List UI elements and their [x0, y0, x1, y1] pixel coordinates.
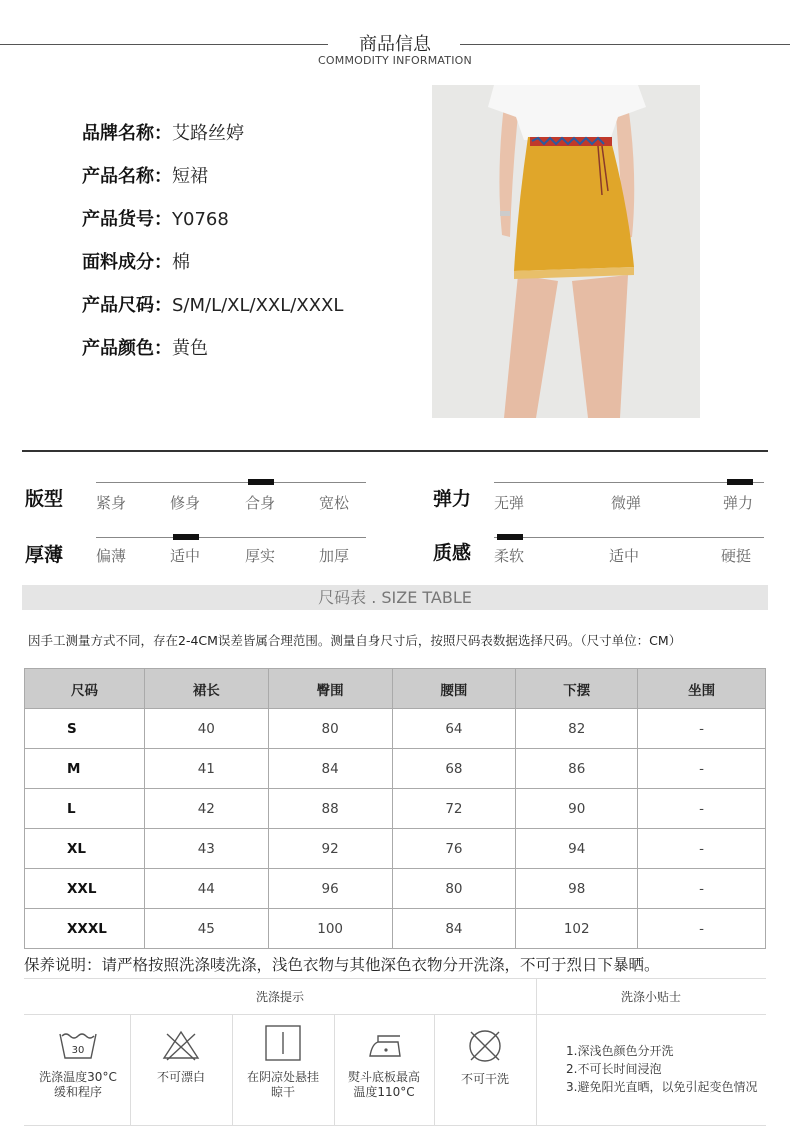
wash-header-right: 洗涤小贴士 [620, 990, 681, 1004]
scale-line-elasticity [494, 482, 764, 483]
scale-marker-fit [248, 479, 274, 485]
hang-dry-icon [263, 1024, 303, 1062]
section-header [0, 26, 790, 70]
info-value: 艾路丝婷 [172, 123, 244, 144]
wash-rule-top [24, 978, 766, 979]
wash-item [233, 1016, 333, 1126]
table-cell: XXXL [25, 909, 145, 949]
wash-label: 晾干 [270, 1085, 295, 1099]
attr-label-texture: 质感 [433, 542, 472, 564]
table-cell: 98 [516, 869, 638, 909]
no-dry-clean-icon [465, 1028, 505, 1064]
scale-option: 微弹 [611, 494, 642, 512]
scale-marker-elasticity [727, 479, 753, 485]
wash-label: 缓和程序 [53, 1085, 102, 1099]
scale-option: 适中 [170, 547, 201, 565]
info-row-sizes [82, 292, 412, 335]
table-cell: 84 [392, 909, 516, 949]
table-cell: 43 [144, 829, 268, 869]
size-note: 因手工测量方式不同，存在2-4CM误差皆属合理范围。测量自身尺寸后，按照尺码表数据选择尺码。（尺寸单位：CM） [28, 633, 682, 648]
table-row [25, 869, 766, 909]
table-cell: - [638, 749, 766, 789]
wash-rule-mid [24, 1014, 766, 1015]
wash-item [28, 1016, 128, 1126]
scale-option: 柔软 [494, 547, 525, 565]
iron-icon [364, 1028, 404, 1062]
scale-option: 适中 [609, 547, 640, 565]
size-table-band: 尺码表 . SIZE TABLE [22, 585, 768, 610]
wash-label: 洗涤温度30°C [39, 1070, 117, 1084]
table-cell: 90 [516, 789, 638, 829]
wash-tip: 3.避免阳光直晒，以免引起变色情况 [566, 1080, 758, 1094]
info-row-color [82, 335, 412, 378]
attr-label-elasticity: 弹力 [433, 488, 472, 510]
table-row [25, 789, 766, 829]
no-bleach-icon [161, 1028, 201, 1062]
info-key: 产品颜色： [82, 338, 172, 359]
table-row [25, 829, 766, 869]
scale-option: 无弹 [494, 494, 525, 512]
scale-option: 厚实 [245, 547, 276, 565]
info-value: 棉 [172, 252, 190, 273]
table-cell: 86 [516, 749, 638, 789]
wash-item [131, 1016, 231, 1126]
wash-label: 温度110°C [353, 1085, 415, 1099]
wash-tip: 2.不可长时间浸泡 [566, 1062, 662, 1076]
info-key: 品牌名称： [82, 123, 172, 144]
table-cell: 64 [392, 709, 516, 749]
scale-line-thickness [96, 537, 366, 538]
info-key: 产品货号： [82, 209, 172, 230]
table-row [25, 909, 766, 949]
wash-item [435, 1016, 535, 1126]
attr-label-fit: 版型 [25, 488, 64, 510]
wash-header-left: 洗涤提示 [255, 990, 304, 1004]
table-cell: 80 [392, 869, 516, 909]
table-cell: - [638, 829, 766, 869]
column-header: 坐围 [638, 669, 766, 709]
table-cell: - [638, 709, 766, 749]
table-cell: 100 [268, 909, 392, 949]
wash-label: 不可干洗 [460, 1072, 509, 1086]
table-cell: 68 [392, 749, 516, 789]
table-cell: - [638, 909, 766, 949]
scale-option: 加厚 [319, 547, 350, 565]
info-row-name [82, 163, 412, 206]
scale-option: 修身 [170, 494, 201, 512]
column-header: 尺码 [25, 669, 145, 709]
table-cell: 82 [516, 709, 638, 749]
wash-label: 不可漂白 [156, 1070, 205, 1084]
scale-option: 偏薄 [96, 547, 127, 565]
size-table [24, 668, 766, 949]
scale-option: 紧身 [96, 494, 127, 512]
attr-label-thickness: 厚薄 [25, 544, 64, 566]
table-cell: 94 [516, 829, 638, 869]
care-instructions: 保养说明：请严格按照洗涤唛洗涤，浅色衣物与其他深色衣物分开洗涤，不可于烈日下暴晒。 [24, 956, 660, 974]
table-cell: 42 [144, 789, 268, 829]
table-cell: 72 [392, 789, 516, 829]
scale-line-texture [494, 537, 764, 538]
scale-option: 硬挺 [721, 547, 752, 565]
wash-30-icon [58, 1028, 98, 1062]
info-row-sku [82, 206, 412, 249]
table-row [25, 749, 766, 789]
table-row [25, 709, 766, 749]
info-key: 面料成分： [82, 252, 172, 273]
column-header: 臀围 [268, 669, 392, 709]
product-info [82, 120, 412, 378]
table-cell: 96 [268, 869, 392, 909]
table-cell: 92 [268, 829, 392, 869]
table-cell: 41 [144, 749, 268, 789]
section-title: 商品信息 [359, 34, 431, 55]
wash-tip: 1.深浅色颜色分开洗 [566, 1044, 674, 1058]
table-header-row [25, 669, 766, 709]
wash-section [24, 978, 766, 1126]
table-cell: M [25, 749, 145, 789]
wash-tips [566, 1042, 757, 1096]
table-cell: - [638, 789, 766, 829]
scale-option: 宽松 [319, 494, 350, 512]
section-divider [22, 450, 768, 452]
info-row-brand [82, 120, 412, 163]
table-cell: 80 [268, 709, 392, 749]
column-header: 裙长 [144, 669, 268, 709]
table-cell: 88 [268, 789, 392, 829]
wash-item [334, 1016, 434, 1126]
info-key: 产品尺码： [82, 295, 172, 316]
table-cell: S [25, 709, 145, 749]
table-cell: L [25, 789, 145, 829]
table-cell: - [638, 869, 766, 909]
table-cell: 45 [144, 909, 268, 949]
table-cell: XXL [25, 869, 145, 909]
scale-marker-texture [497, 534, 523, 540]
table-cell: 40 [144, 709, 268, 749]
column-header: 下摆 [516, 669, 638, 709]
info-row-fabric [82, 249, 412, 292]
product-photo [432, 85, 700, 418]
info-value: 黄色 [172, 338, 208, 359]
info-value: Y0768 [172, 209, 229, 230]
table-cell: 76 [392, 829, 516, 869]
wash-temp-number: 30 [71, 1045, 85, 1056]
table-cell: 102 [516, 909, 638, 949]
table-cell: 44 [144, 869, 268, 909]
scale-line-fit [96, 482, 366, 483]
section-subtitle: COMMODITY INFORMATION [318, 54, 472, 67]
scale-option: 弹力 [723, 494, 754, 512]
table-cell: 84 [268, 749, 392, 789]
info-value: S/M/L/XL/XXL/XXXL [172, 295, 344, 316]
info-value: 短裙 [172, 166, 208, 187]
table-cell: XL [25, 829, 145, 869]
scale-option: 合身 [245, 494, 276, 512]
column-header: 腰围 [392, 669, 516, 709]
skirt-illustration [432, 85, 700, 418]
scale-marker-thickness [173, 534, 199, 540]
wash-label: 在阴凉处悬挂 [246, 1070, 319, 1084]
wash-label: 熨斗底板最高 [347, 1070, 420, 1084]
info-key: 产品名称： [82, 166, 172, 187]
